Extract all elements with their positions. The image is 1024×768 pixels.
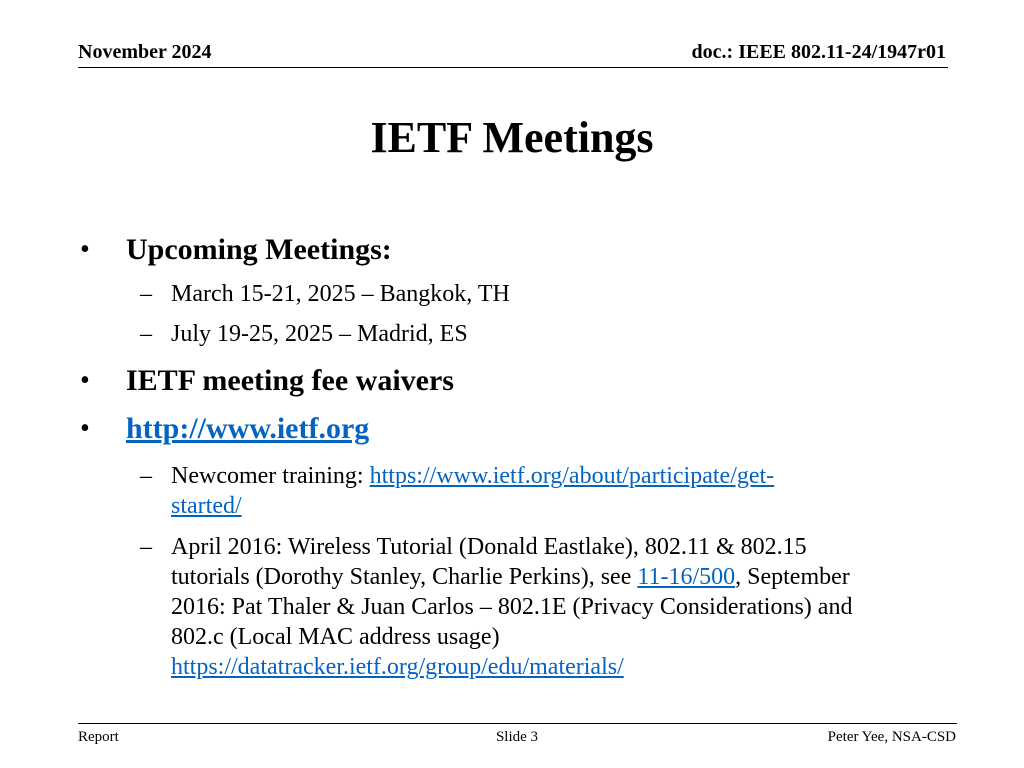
dash-icon: – — [140, 534, 152, 560]
sub-item-text — [171, 461, 901, 521]
header-doc-id: doc.: IEEE 802.11-24/1947r01 — [691, 41, 946, 63]
newcomer-training-link[interactable]: https://www.ietf.org/about/participate/get- — [369, 463, 775, 489]
tutorial-line-2-suffix: , September — [735, 564, 850, 590]
dash-icon: – — [140, 321, 152, 347]
bullet-dot-icon: • — [80, 413, 90, 444]
ietf-website-link[interactable]: http://www.ietf.org — [126, 412, 370, 445]
slide-title: IETF Meetings — [370, 113, 654, 162]
bullet-label: IETF meeting fee waivers — [126, 364, 454, 397]
sub-item-text: March 15-21, 2025 – Bangkok, TH — [171, 281, 510, 307]
datatracker-materials-link[interactable]: https://datatracker.ietf.org/group/edu/materials/ — [171, 654, 624, 680]
tutorial-line-1: April 2016: Wireless Tutorial (Donald Eastlake), 802.11 & 802.15 — [171, 534, 807, 560]
header-date: November 2024 — [78, 41, 212, 63]
tutorial-line-3: 2016: Pat Thaler & Juan Carlos – 802.1E (Privacy Considerations) and — [171, 594, 853, 620]
newcomer-training-link-cont[interactable]: started/ — [171, 493, 242, 519]
footer-divider — [78, 723, 957, 724]
dash-icon: – — [140, 281, 152, 307]
footer-report: Report — [78, 729, 119, 745]
bullet-label: Upcoming Meetings: — [126, 233, 392, 266]
sub-item-text: July 19-25, 2025 – Madrid, ES — [171, 321, 468, 347]
sub-item-text — [171, 532, 901, 682]
tutorial-line-2: tutorials (Dorothy Stanley, Charlie Perkins), see — [171, 564, 638, 590]
footer-author: Peter Yee, NSA-CSD — [827, 729, 956, 745]
tutorial-line-4: 802.c (Local MAC address usage) — [171, 624, 500, 650]
newcomer-label: Newcomer training: — [171, 463, 370, 489]
bullet-dot-icon: • — [80, 234, 90, 265]
dash-icon: – — [140, 463, 152, 489]
footer-slide-number: Slide 3 — [495, 729, 539, 745]
doc-11-16-500-link[interactable]: 11-16/500 — [637, 564, 736, 590]
bullet-dot-icon: • — [80, 365, 90, 396]
header-divider — [78, 67, 948, 68]
